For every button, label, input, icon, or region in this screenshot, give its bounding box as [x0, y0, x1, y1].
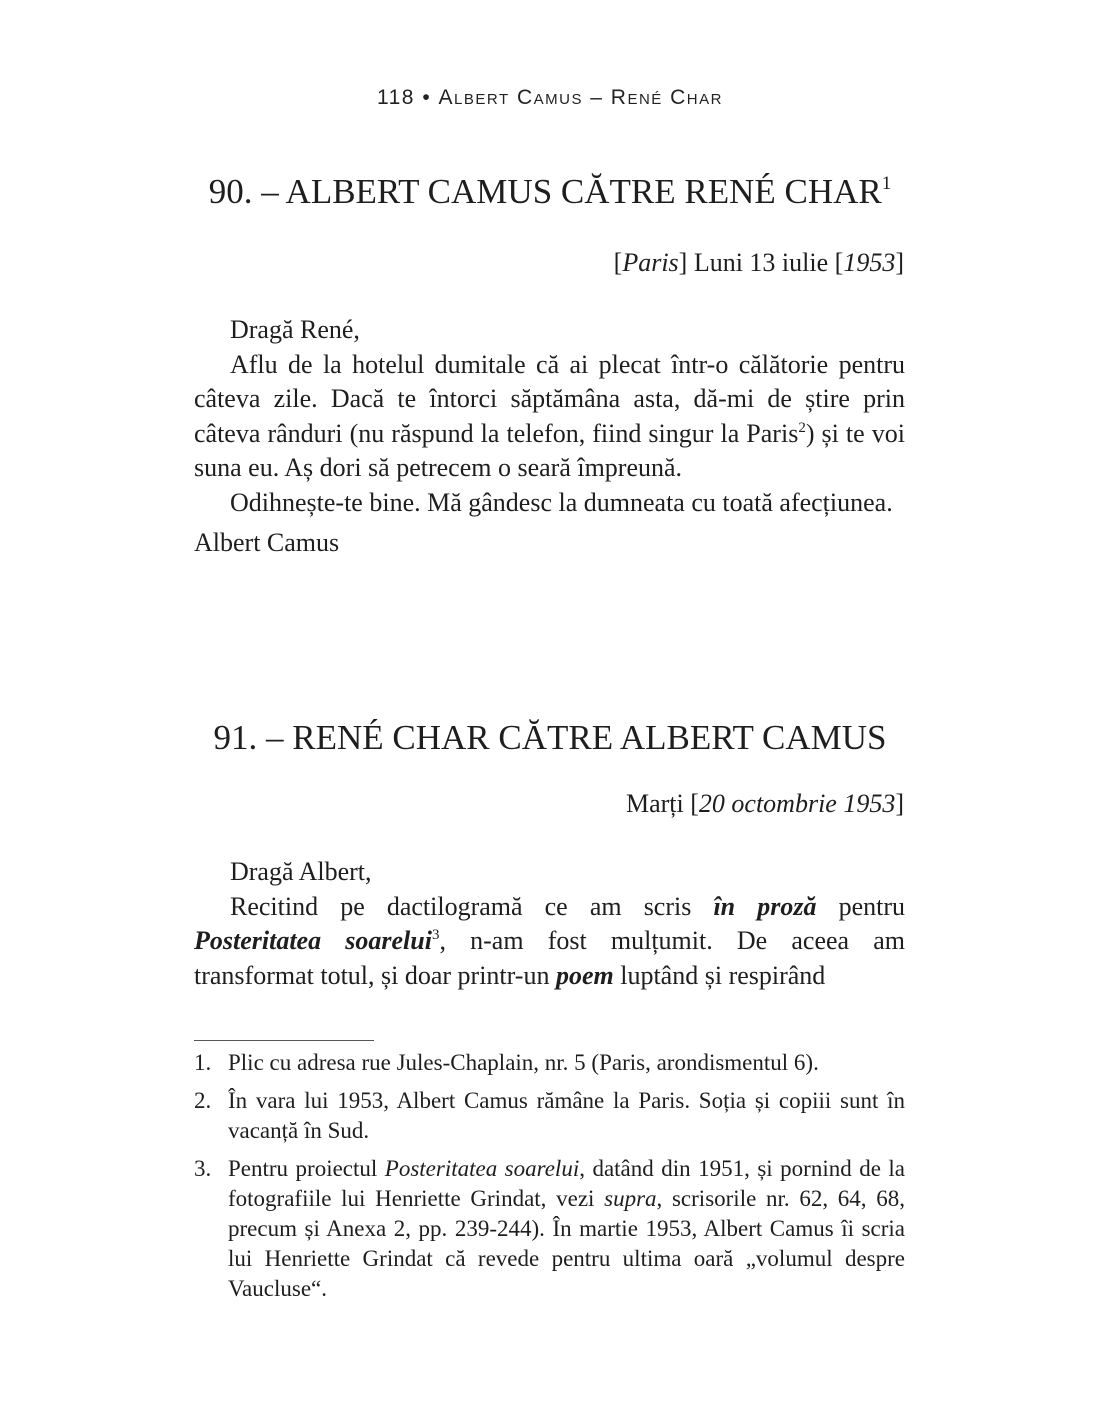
footnote-number: 3.: [194, 1156, 212, 1181]
letter-91-title: [0, 718, 1100, 758]
footnote-3-text-c: , scrisorile nr. 62, 64, 68, precum și Anexa 2, pp. 239-244). În martie 1953, Albert Camus îi scria lui Henriette Grindat că revede pentru ultima oară „volumul despre Vaucluse“.: [228, 1186, 905, 1301]
letter-90-paragraph-2: Odihnește-te bine. Mă gândesc la dumneata cu toată afecțiunea.: [230, 487, 893, 517]
letter-90-date-year: 1953: [843, 248, 896, 277]
letter-91-title-text: 91. – RENÉ CHAR CĂTRE ALBERT CAMUS: [213, 718, 887, 757]
letter-91-p1-emphasis-1: în proză: [713, 891, 817, 921]
footnote-2: [194, 1086, 905, 1146]
footnote-number: 2.: [194, 1088, 212, 1113]
footnote-ref-2: 2: [798, 419, 806, 436]
letter-90-p1-text-a: Aflu de la hotelul dumitale că ai plecat într-o călătorie pentru câteva zile. Dacă te întorci săptămâna asta, dă-mi de știre prin câteva rânduri (nu răspund la telefon, fiind singur la Paris: [194, 349, 905, 448]
letter-91-paragraph-1: [194, 890, 905, 994]
footnote-3-emphasis-2: supra: [604, 1186, 657, 1211]
letter-91-salutation: Dragă Albert,: [230, 857, 372, 886]
footnote-text: În vara lui 1953, Albert Camus rămâne la Paris. Soția și copiii sunt în vacanță în Sud.: [228, 1088, 905, 1143]
letter-91-dateline: Marți [20 octombrie 1953]: [625, 789, 904, 818]
letter-91-p1-text-b: pentru: [816, 891, 906, 921]
letter-90-signature: Albert Camus: [194, 528, 340, 557]
running-head-text: Albert Camus – René Char: [438, 86, 723, 109]
running-head: [0, 86, 1100, 110]
letter-90-salutation: Dragă René,: [230, 315, 360, 344]
letter-91-p1-emphasis-3: poem: [555, 960, 614, 990]
footnote-1: [194, 1048, 905, 1078]
footnote-3-text-a: Pentru proiectul: [228, 1156, 385, 1181]
letter-91-p1-text-c: , n-am fost mulțumit. De aceea am transformat totul, și doar printr-un: [194, 926, 906, 990]
footnote-text: [228, 1154, 905, 1304]
letter-90-p1-text-b: ) și te voi suna eu. Aș dori să petrecem o seară împreună.: [194, 418, 905, 482]
letter-90-title-note: 1: [881, 173, 892, 194]
page-number: 118: [377, 86, 415, 109]
letter-90-title-text: 90. – ALBERT CAMUS CĂTRE RENÉ CHAR: [208, 172, 882, 211]
footnote-rule: [194, 1040, 374, 1041]
letter-91-body: [194, 855, 905, 993]
letter-91-date-day: Marți: [625, 789, 684, 818]
letter-90-title: [0, 172, 1100, 212]
footnote-3-emphasis-1: Posteritatea soarelui: [384, 1156, 580, 1181]
footnote-3-text-b: , datând din 1951, și pornind de la fotografiile lui Henriette Grindat, vezi: [228, 1156, 905, 1211]
footnote-ref-3: 3: [431, 927, 440, 943]
letter-91-p1-text-d: luptând și respirând: [613, 960, 826, 990]
letter-90-date-day: Luni 13 iulie: [693, 248, 829, 277]
letter-91-p1-emphasis-2: Posteritatea soarelui: [194, 926, 432, 955]
footnote-3: [194, 1154, 905, 1304]
letter-90-paragraph-1: [194, 348, 905, 486]
letter-90-date-place: Paris: [622, 248, 679, 277]
letter-91-date-full: 20 octombrie 1953: [698, 789, 896, 818]
footnote-text: Plic cu adresa rue Jules-Chaplain, nr. 5 (Paris, arondismentul 6).: [228, 1050, 819, 1075]
letter-91-p1-text-a: Recitind pe dactilogramă ce am scris: [230, 891, 714, 921]
footnote-number: 1.: [194, 1050, 212, 1075]
letter-90-body: [194, 313, 905, 561]
letter-90-dateline: [Paris] Luni 13 iulie [1953]: [613, 248, 904, 277]
footnotes: [194, 1048, 905, 1312]
running-head-separator: •: [422, 86, 432, 109]
